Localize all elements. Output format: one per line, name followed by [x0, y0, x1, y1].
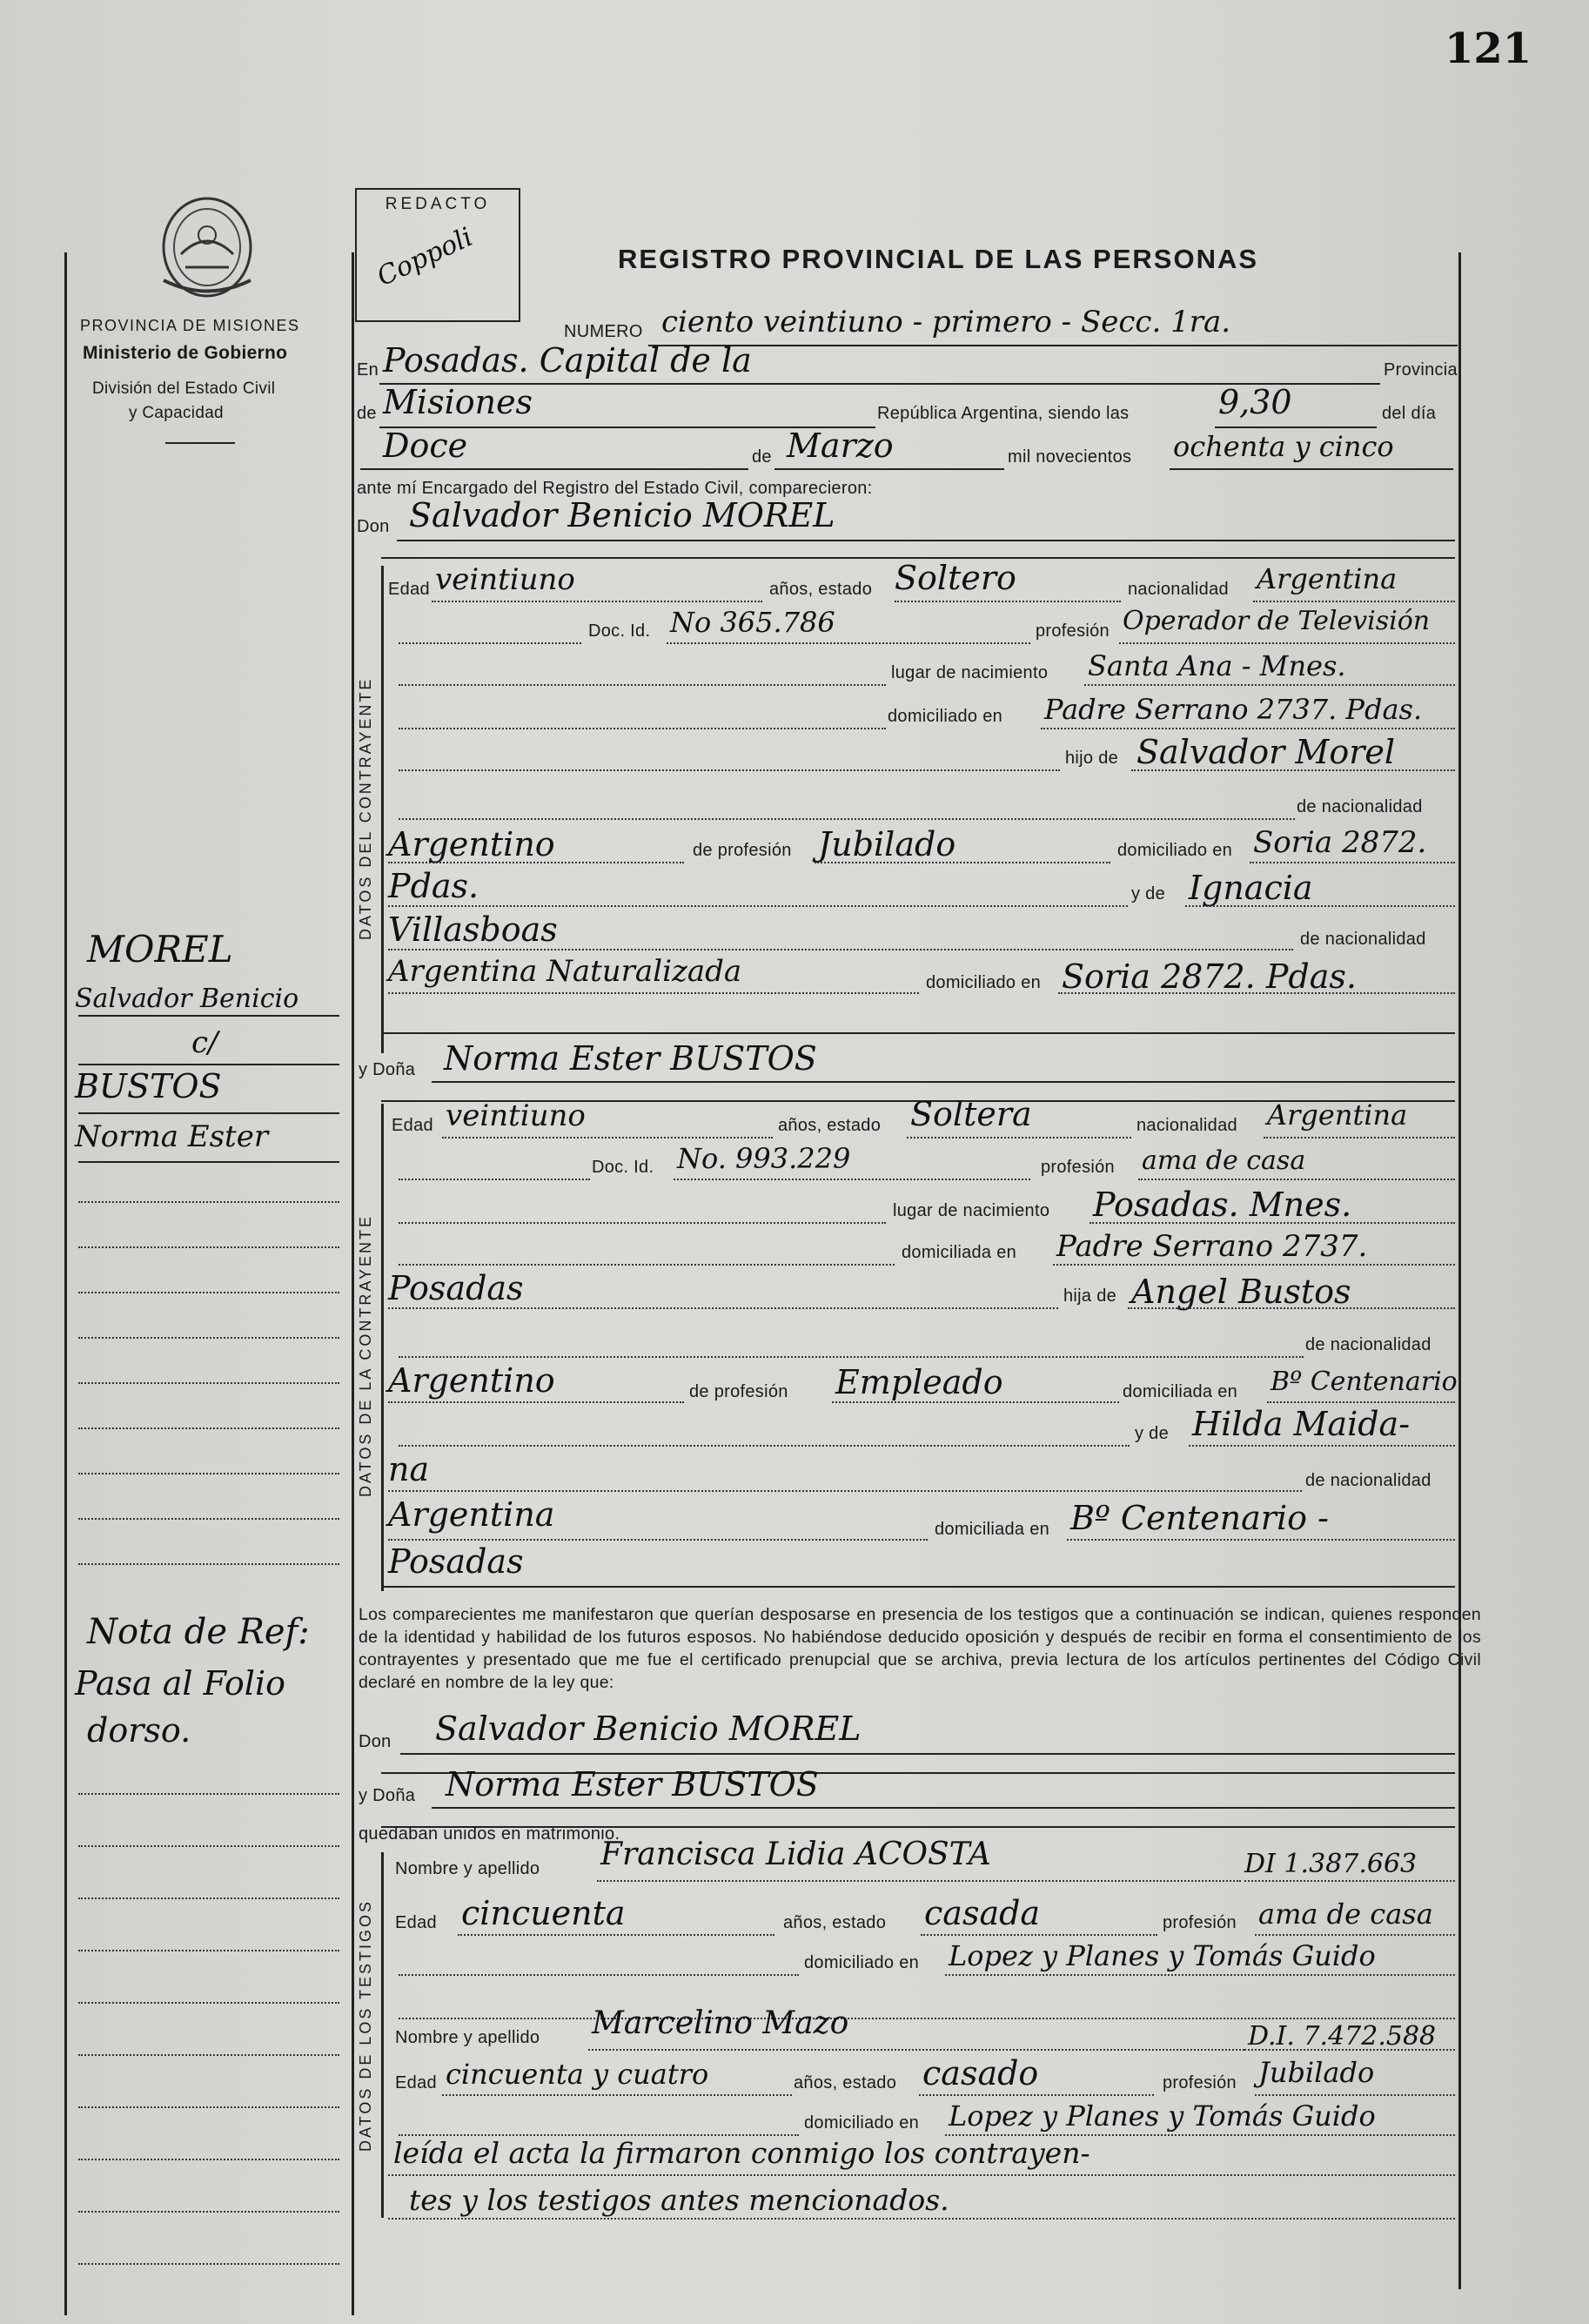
dots	[399, 769, 1060, 771]
margin-dots	[78, 2263, 339, 2265]
decl-dona-value: Norma Ester BUSTOS	[446, 1765, 819, 1803]
dia-value: Doce	[383, 427, 468, 465]
dots	[907, 1137, 1131, 1138]
dots	[388, 862, 684, 863]
dots	[399, 1445, 1130, 1447]
dots	[674, 1179, 1030, 1180]
dots	[1244, 2049, 1455, 2051]
t2-edad: cincuenta y cuatro	[446, 2058, 709, 2091]
dots	[458, 1934, 774, 1936]
page-number: 121	[1445, 24, 1532, 73]
c2-anios-label: años, estado	[778, 1116, 882, 1135]
nota-line3: dorso.	[87, 1711, 191, 1750]
c2-padre-prof: Empleado	[835, 1363, 1003, 1401]
dots	[597, 1880, 1241, 1882]
margin-dots	[78, 1793, 339, 1795]
c-madre: Ignacia	[1189, 869, 1313, 907]
c2-padre-dom-label: domiciliada en	[1123, 1382, 1238, 1401]
dots	[399, 1264, 895, 1266]
dots	[945, 1974, 1455, 1976]
margin-dots	[78, 2002, 339, 2004]
dots	[399, 642, 581, 644]
main-left-rule	[352, 252, 354, 2315]
t2-edad-label: Edad	[395, 2073, 437, 2092]
division-line2: y Capacidad	[129, 404, 224, 422]
dots	[388, 1401, 684, 1403]
t2-nombre-label: Nombre y apellido	[395, 2028, 540, 2047]
dots	[588, 2049, 1244, 2051]
c-doc-label: Doc. Id.	[588, 621, 651, 641]
main-right-rule	[1458, 252, 1461, 2289]
margin-dots	[78, 2054, 339, 2056]
dots	[1189, 1445, 1455, 1447]
mes-line	[774, 468, 1004, 470]
c-y-de-label: y de	[1131, 884, 1166, 903]
mil-label: mil novecientos	[1008, 447, 1132, 467]
dots	[1053, 1264, 1455, 1266]
dots	[1250, 862, 1455, 863]
margin-bride-surname: BUSTOS	[75, 1067, 222, 1105]
dots	[399, 2018, 1455, 2019]
t1-di: DI 1.387.663	[1244, 1849, 1418, 1879]
dots	[1255, 2094, 1455, 2096]
t2-nombre: Marcelino Mazo	[592, 2005, 849, 2041]
dots	[1244, 1880, 1455, 1882]
dots	[1041, 728, 1455, 729]
c2-edad-value: veintiuno	[446, 1098, 586, 1133]
c-edad-label: Edad	[388, 580, 430, 599]
t2-dom-label: domiciliado en	[804, 2113, 920, 2133]
c-padre-dom-label: domiciliado en	[1117, 841, 1233, 860]
t1-estado: casada	[924, 1894, 1041, 1932]
c-domic-label: domiciliado en	[888, 707, 1003, 726]
margin-line	[78, 1064, 339, 1065]
c2-doc-label: Doc. Id.	[592, 1158, 654, 1177]
division-line1: División del Estado Civil	[92, 379, 276, 398]
dots	[919, 2094, 1154, 2096]
nota-line2: Pasa al Folio	[75, 1664, 285, 1703]
c2-prof-label: profesión	[1041, 1158, 1115, 1177]
dots	[388, 949, 1293, 950]
margin-dots	[78, 2211, 339, 2213]
quedaban-label: quedaban unidos en matrimonio.	[359, 1824, 620, 1844]
ante-label: ante mí Encargado del Registro del Estado Civil, comparecieron:	[357, 479, 873, 498]
t1-dom-label: domiciliado en	[804, 1953, 920, 1972]
c2-padre-value: Angel Bustos	[1131, 1273, 1351, 1311]
redacto-signature: Coppoli	[372, 221, 478, 293]
dots	[388, 2218, 1455, 2220]
c2-prof-value: ama de casa	[1142, 1145, 1306, 1176]
c-estado-value: Soltero	[895, 559, 1016, 597]
margin-dots	[78, 2106, 339, 2108]
dots	[1128, 1307, 1455, 1309]
republica-label: República Argentina, siendo las	[877, 404, 1130, 423]
en-label: En	[357, 360, 379, 379]
c2-doc-value: No. 993.229	[677, 1142, 851, 1175]
decl-dona-label: y Doña	[359, 1786, 416, 1805]
c2-de-nac-label-2: de nacionalidad	[1305, 1471, 1431, 1490]
dots	[1084, 684, 1455, 686]
c-padre-dom: Soria 2872.	[1253, 825, 1427, 860]
dots	[1185, 905, 1455, 907]
margin-dots	[78, 1897, 339, 1899]
numero-value: ciento veintiuno - primero - Secc. 1ra.	[661, 305, 1231, 339]
c2-domic-value2: Posadas	[388, 1269, 524, 1307]
closing-line1: leída el acta la firmaron conmigo los contrayen-	[393, 2136, 1090, 2170]
c-de-nac-label-2: de nacionalidad	[1300, 930, 1426, 949]
c-de-nac-label: de nacionalidad	[1297, 797, 1423, 816]
dots	[1131, 769, 1455, 771]
margin-groom-surname: MOREL	[87, 928, 233, 971]
dots	[388, 1539, 928, 1541]
dots	[399, 1179, 590, 1180]
don-value: Salvador Benicio MOREL	[409, 496, 835, 534]
c-prof-value: Operador de Televisión	[1123, 606, 1431, 636]
margin-groom-names: Salvador Benicio	[75, 984, 299, 1014]
redacto-label: REDACTO	[385, 195, 491, 213]
c2-domic-value: Padre Serrano 2737.	[1056, 1229, 1368, 1264]
c-madre2: Villasboas	[388, 910, 558, 949]
margin-dots	[78, 1292, 339, 1293]
dots	[1058, 992, 1455, 994]
margin-dots	[78, 1337, 339, 1339]
declaration-text: Los comparecientes me manifestaron que querían desposarse en presencia de los testigos que a continuación se indican, quienes responden de la identidad y habilidad de los futuros esposos. No habiéndose deducido oposición y después de recibir en forma el consentimiento de los contrayentes y presentado que me fue el certificado prenupcial que se archiva, previa lectura de los artículos pertinentes del Código Civil declaré en nombre de la ley que:	[359, 1605, 1481, 1692]
anio-line	[1170, 468, 1453, 470]
ministry-label: Ministerio de Gobierno	[83, 343, 288, 363]
c2-madre: Hilda Maida-	[1192, 1405, 1411, 1443]
hora-line	[1215, 427, 1377, 428]
c2-padre-prof-label: de profesión	[689, 1382, 788, 1401]
decl-don-value: Salvador Benicio MOREL	[435, 1709, 862, 1748]
don-label: Don	[357, 517, 390, 536]
margin-dots	[78, 1427, 339, 1429]
dona-value: Norma Ester BUSTOS	[444, 1039, 817, 1078]
t1-dom: Lopez y Planes y Tomás Guido	[949, 1939, 1376, 1972]
dots	[442, 2094, 792, 2096]
margin-dots	[78, 1518, 339, 1520]
c-padre-prof: Jubilado	[818, 825, 956, 863]
c2-de-nac-label: de nacionalidad	[1305, 1335, 1431, 1354]
c-anios-label: años, estado	[769, 580, 873, 599]
margin-line	[78, 1015, 339, 1017]
margin-line	[78, 1161, 339, 1163]
dots	[388, 992, 919, 994]
t1-nombre: Francisca Lidia ACOSTA	[600, 1837, 991, 1872]
de2-label: de	[752, 447, 772, 467]
dots	[1067, 1539, 1455, 1541]
c2-y-de-label: y de	[1135, 1424, 1170, 1443]
hora-value: 9,30	[1218, 383, 1292, 421]
c-domic-value: Padre Serrano 2737. Pdas.	[1044, 693, 1423, 726]
dots	[399, 818, 1295, 820]
dots	[432, 601, 762, 602]
del-dia-label: del día	[1382, 404, 1437, 423]
dots	[1255, 1934, 1455, 1936]
dots	[832, 1401, 1119, 1403]
c-padre-value: Salvador Morel	[1136, 733, 1396, 771]
anio-value: ochenta y cinco	[1173, 430, 1394, 463]
c2-edad-label: Edad	[392, 1116, 433, 1135]
c2-lugar-label: lugar de nacimiento	[893, 1201, 1050, 1220]
mes-value: Marzo	[787, 427, 894, 465]
dia-line	[360, 468, 748, 470]
t2-prof: Jubilado	[1258, 2056, 1375, 2089]
t2-anios-label: años, estado	[794, 2073, 897, 2092]
redacto-box	[355, 188, 520, 322]
t2-di: D.I. 7.472.588	[1248, 2021, 1437, 2052]
t2-estado: casado	[922, 2054, 1039, 2092]
c2-madre-nac: Argentina	[388, 1495, 555, 1534]
testigos-section-label: DATOS DE LOS TESTIGOS	[357, 1898, 374, 2152]
c-madre-nac: Argentina Naturalizada	[388, 954, 742, 989]
t1-anios-label: años, estado	[783, 1913, 887, 1932]
dots	[399, 728, 886, 729]
c-padre-dom2: Pdas.	[388, 867, 479, 905]
margin-dots	[78, 1845, 339, 1847]
margin-line	[78, 1112, 339, 1114]
c-padre-prof-label: de profesión	[693, 841, 792, 860]
numero-line	[648, 345, 1458, 346]
divider	[165, 442, 235, 444]
c2-padre-nac: Argentino	[388, 1361, 555, 1400]
province-label: PROVINCIA DE MISIONES	[80, 317, 300, 334]
t1-nombre-label: Nombre y apellido	[395, 1859, 540, 1878]
dots	[1253, 601, 1455, 602]
dots	[388, 2174, 1455, 2176]
rule	[381, 1032, 1455, 1034]
t1-prof-label: profesión	[1163, 1913, 1237, 1932]
dots	[399, 1974, 799, 1976]
c2-padre-dom: Bº Centenario	[1271, 1367, 1458, 1397]
section-rule	[381, 1852, 384, 2218]
margin-con: c/	[191, 1025, 218, 1060]
dots	[399, 684, 886, 686]
decl-don-label: Don	[359, 1732, 392, 1751]
c-madre-dom-label: domiciliado en	[926, 973, 1042, 992]
dots	[388, 905, 1128, 907]
rule	[432, 1081, 1455, 1083]
c2-domic-label: domiciliada en	[902, 1243, 1017, 1262]
t2-dom: Lopez y Planes y Tomás Guido	[949, 2099, 1376, 2133]
dots	[1119, 642, 1455, 644]
de-label: de	[357, 404, 377, 423]
t1-edad-label: Edad	[395, 1913, 437, 1932]
dots	[667, 642, 1030, 644]
c2-madre-dom-label: domiciliada en	[935, 1520, 1050, 1539]
c2-estado-value: Soltera	[910, 1095, 1032, 1133]
c-padre-nac: Argentino	[388, 825, 555, 863]
c-nac-label: nacionalidad	[1128, 580, 1229, 599]
margin-dots	[78, 1246, 339, 1248]
dots	[442, 1137, 773, 1138]
c-prof-label: profesión	[1036, 621, 1110, 641]
section-rule	[381, 1104, 384, 1591]
left-margin-rule	[64, 252, 67, 2315]
dots	[815, 862, 1110, 863]
margin-dots	[78, 2159, 339, 2160]
c-nac-value: Argentina	[1257, 562, 1398, 595]
dots	[399, 1356, 1304, 1358]
c2-nac-value: Argentina	[1267, 1098, 1408, 1132]
contrayente-section-label: DATOS DEL CONTRAYENTE	[357, 676, 374, 940]
t1-edad: cincuenta	[461, 1894, 626, 1932]
c2-nac-label: nacionalidad	[1136, 1116, 1237, 1135]
dots	[388, 1307, 1058, 1309]
margin-dots	[78, 1563, 339, 1565]
t2-prof-label: profesión	[1163, 2073, 1237, 2092]
closing-line2: tes y los testigos antes mencionados.	[409, 2183, 949, 2217]
t1-prof: ama de casa	[1258, 1897, 1433, 1931]
c-edad-value: veintiuno	[435, 562, 575, 597]
contrayente2-section-label: DATOS DE LA CONTRAYENTE	[357, 1213, 374, 1497]
margin-bride-names: Norma Ester	[75, 1119, 269, 1154]
margin-dots	[78, 1382, 339, 1384]
dots	[1090, 1222, 1455, 1224]
page-title: REGISTRO PROVINCIAL DE LAS PERSONAS	[618, 244, 1259, 274]
dots	[399, 1222, 886, 1224]
nota-line1: Nota de Ref:	[87, 1612, 310, 1652]
provincia-label: Provincia	[1384, 360, 1458, 379]
numero-label: NUMERO	[564, 322, 643, 341]
y-dona-label: y Doña	[359, 1060, 416, 1079]
margin-dots	[78, 1473, 339, 1474]
dots	[895, 601, 1121, 602]
dots	[1267, 1401, 1455, 1403]
c2-madre-dom2: Posadas	[388, 1542, 524, 1581]
c2-hija-label: hija de	[1063, 1286, 1117, 1306]
c2-lugar-value: Posadas. Mnes.	[1093, 1186, 1352, 1224]
rule	[432, 1807, 1455, 1809]
c2-madre-dom: Bº Centenario -	[1070, 1499, 1329, 1537]
rule	[400, 1753, 1455, 1755]
rule	[381, 1586, 1455, 1588]
margin-dots	[78, 1950, 339, 1951]
de-value: Misiones	[383, 383, 533, 421]
provincial-seal-icon	[155, 193, 259, 306]
c2-madre2: na	[388, 1450, 430, 1488]
en-value: Posadas. Capital de la	[383, 341, 752, 379]
c-madre-dom: Soria 2872. Pdas.	[1062, 957, 1357, 996]
dots	[1138, 1179, 1455, 1180]
section-rule	[381, 566, 384, 1053]
c-doc-value: No 365.786	[670, 606, 835, 639]
c-hijo-label: hijo de	[1065, 749, 1119, 768]
dots	[921, 1934, 1157, 1936]
don-line	[397, 540, 1455, 541]
c-lugar-value: Santa Ana - Mnes.	[1088, 649, 1346, 682]
dots	[1264, 1137, 1455, 1138]
dots	[388, 1490, 1302, 1492]
margin-dots	[78, 1201, 339, 1203]
c-lugar-label: lugar de nacimiento	[891, 663, 1049, 682]
